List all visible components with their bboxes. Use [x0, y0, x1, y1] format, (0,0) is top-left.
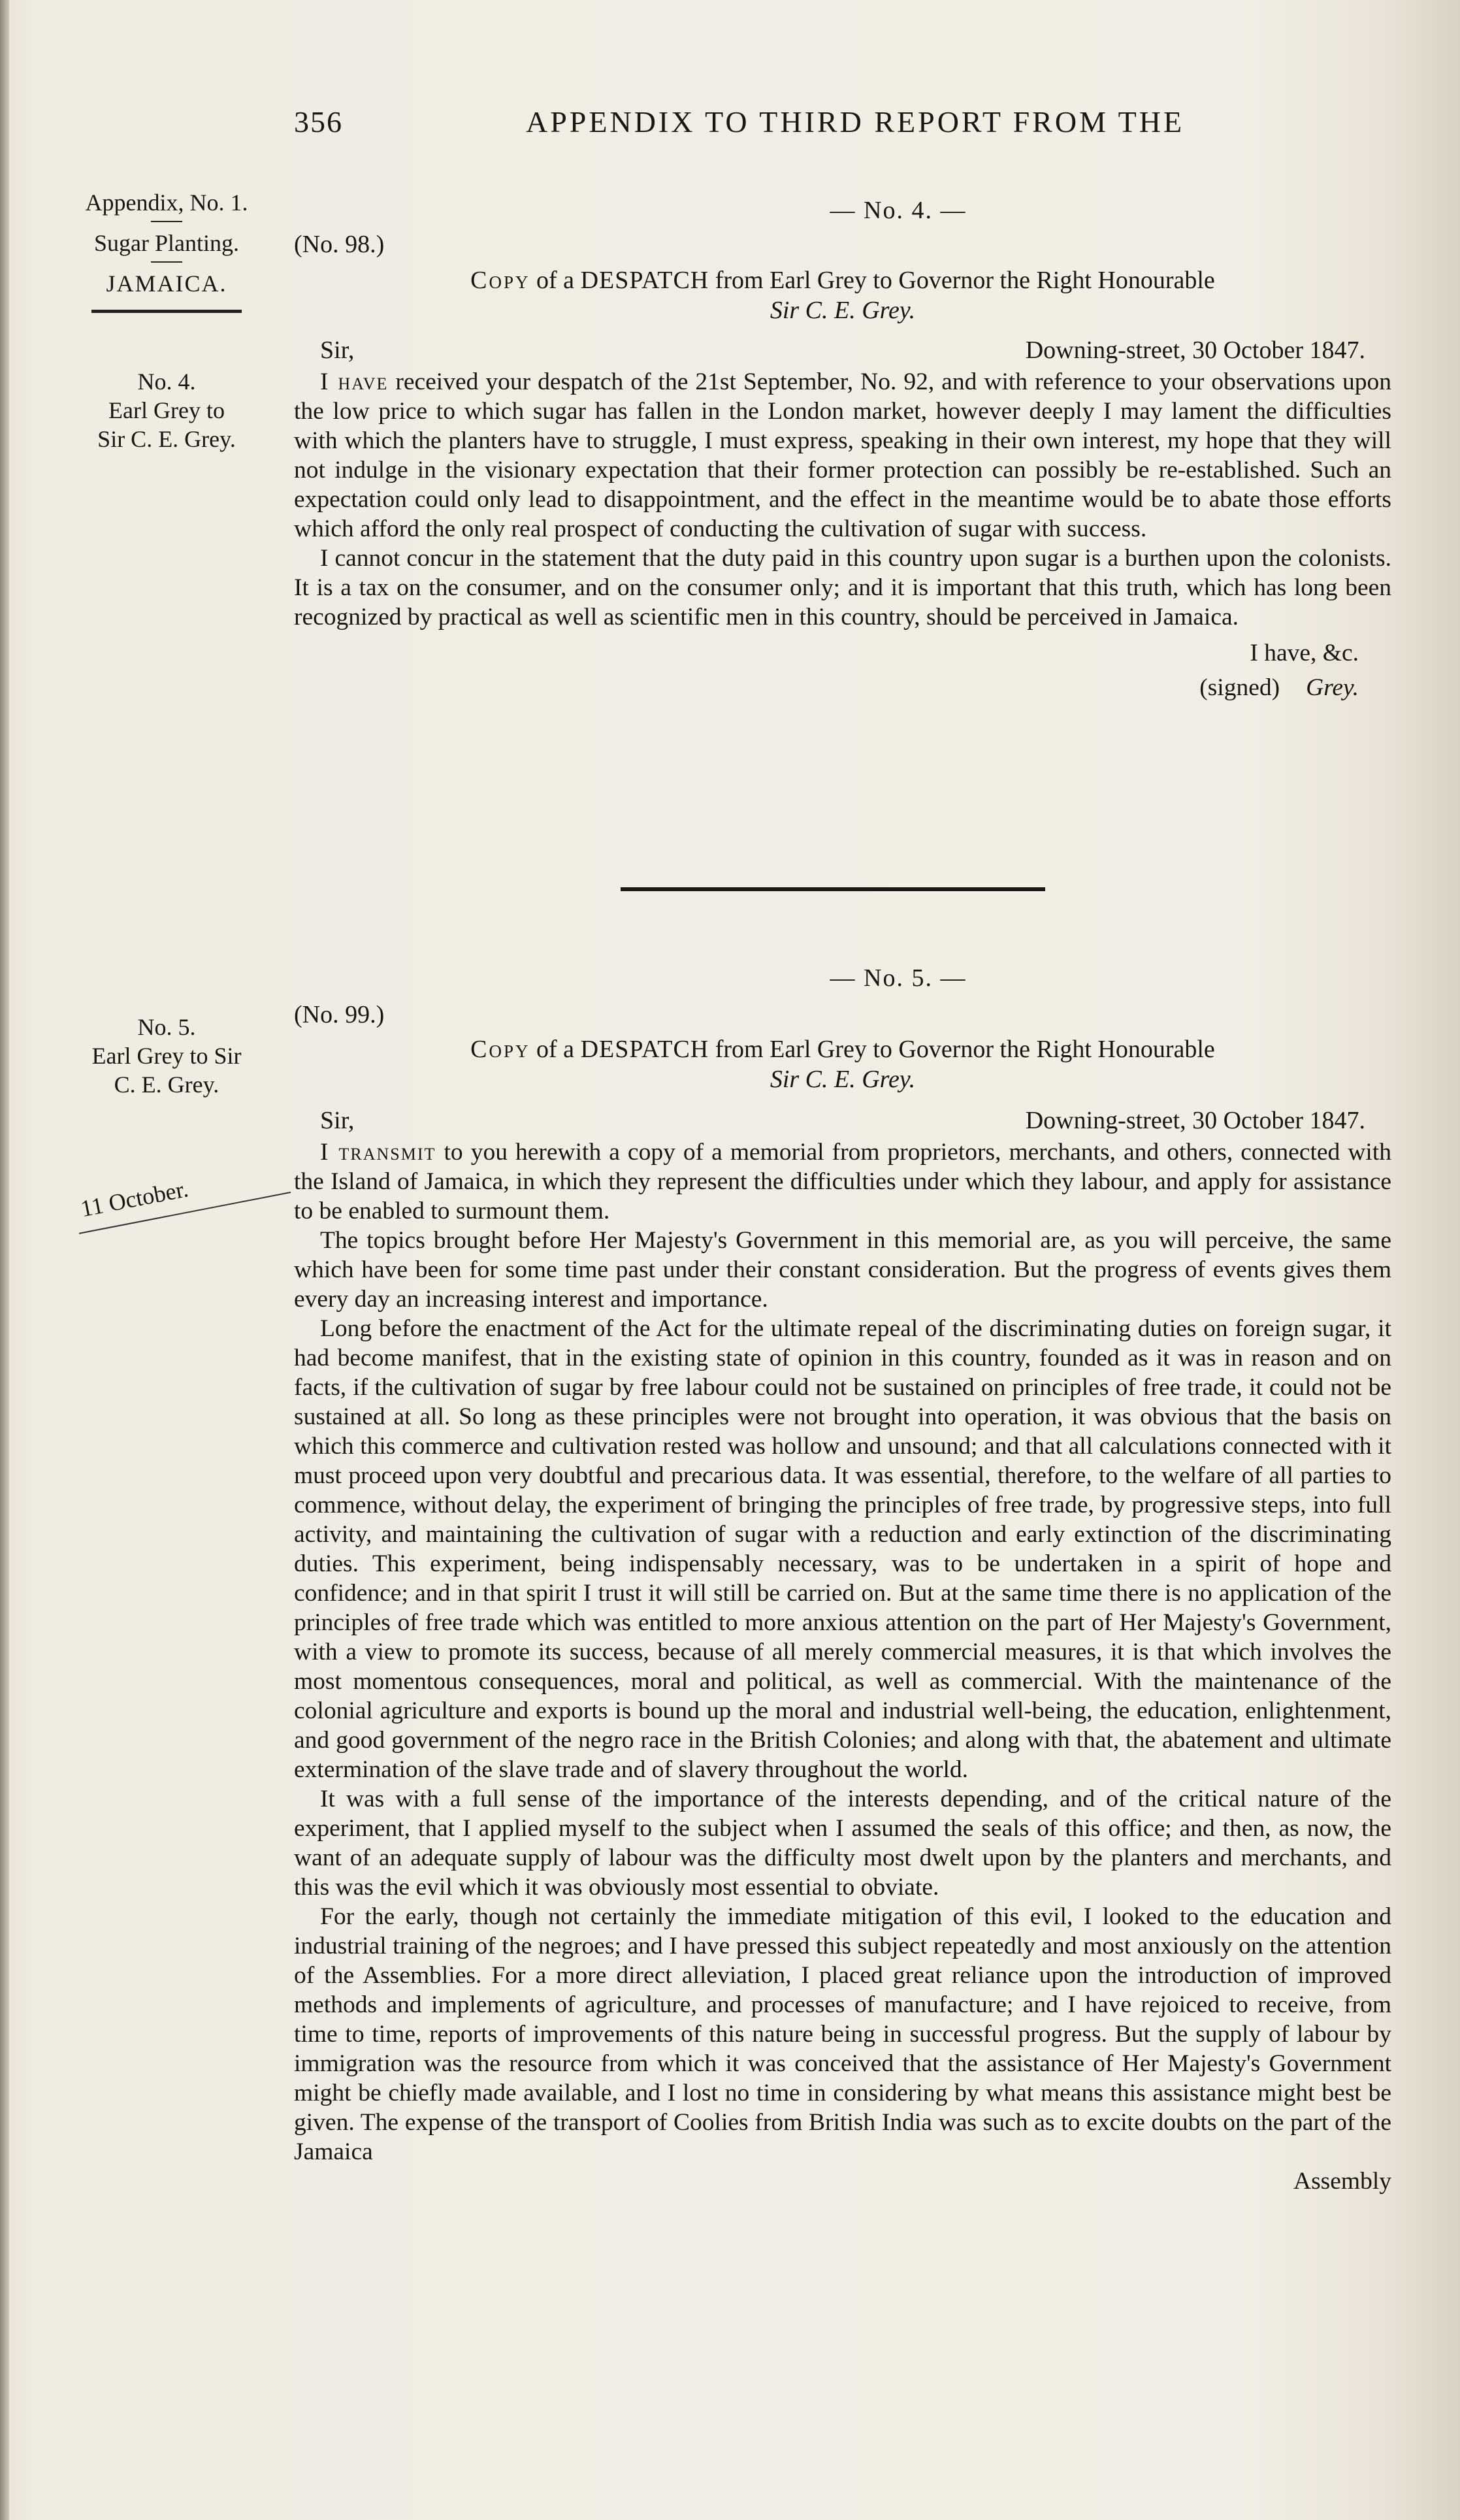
book-spine-edge: [0, 0, 9, 2520]
margin-rule-thick: [91, 310, 242, 313]
despatch4-salute-row: [294, 336, 1391, 365]
despatch4-salutation: Sir,: [320, 336, 355, 364]
margin-date-reference: [78, 1175, 191, 1222]
catchword: Assembly: [1293, 2168, 1391, 2195]
despatch5-title-of: of a: [536, 1036, 575, 1063]
despatch4-title-copy: Copy: [470, 267, 530, 294]
despatch5-dateline: Downing-street, 30 October 1847.: [1025, 1107, 1365, 1134]
despatch5-title-rest: from Earl Grey to Governor the Right Honourable: [715, 1036, 1215, 1063]
despatch5-title-line2: Sir C. E. Grey.: [770, 1066, 916, 1093]
despatch4-para1: I have received your despatch of the 21st September, No. 92, and with reference to your observations upon the low price to which sugar has fallen in the London market, however deeply I may lament the difficulties with which the planters have to struggle, I must express, speaking in their own interest, my hope that they will not indulge in the visionary expectation that their former protection can possibly be re-established. Such an expectation could only lead to disappointment, and the effect in the meantime would be to abate those efforts which afford the only real prospect of conducting the cultivation of sugar with success.: [294, 368, 1391, 542]
margin-note-no5: [59, 1013, 274, 1099]
margin-note5-from: Earl Grey to Sir: [91, 1043, 242, 1069]
despatch4-title-main: DESPATCH: [580, 267, 709, 294]
margin-note5-number: No. 5.: [137, 1014, 196, 1040]
margin-note5-to: C. E. Grey.: [114, 1072, 219, 1098]
despatch4-signature-line: [294, 673, 1391, 702]
despatch5-para1-lead: I transmit: [320, 1139, 436, 1166]
margin-note4-number: No. 4.: [137, 368, 196, 395]
despatch4-closing: I have, &c.: [1250, 640, 1359, 666]
despatch4-title-rest: from Earl Grey to Governor the Right Honourable: [715, 267, 1215, 294]
despatch5-salutation: Sir,: [320, 1107, 355, 1134]
margin-note-no4: [59, 367, 274, 453]
despatch4-dateline: Downing-street, 30 October 1847.: [1025, 336, 1365, 364]
despatch4-body: [294, 367, 1391, 632]
despatch5-title-copy: Copy: [470, 1036, 530, 1063]
despatch4-para2: I cannot concur in the statement that the duty paid in this country upon sugar is a burthen upon the colonists. It is a tax on the consumer, and on the consumer only; and it is important that this truth, which has long been recognized by practical as well as scientific men in this country, should be perceived in Jamaica.: [294, 545, 1391, 630]
despatch5-body: [294, 1137, 1391, 2196]
margin-colony: JAMAICA.: [106, 270, 227, 297]
margin-rule: [151, 261, 182, 263]
despatch5-salute-row: [294, 1106, 1391, 1135]
despatch5-number: (No. 99.): [294, 1001, 385, 1028]
margin-rule: [151, 221, 182, 222]
despatch-5: [294, 964, 1391, 2196]
despatch5-title-main: DESPATCH: [580, 1036, 709, 1063]
despatch4-signature: Grey.: [1306, 674, 1359, 701]
margin-note4-from: Earl Grey to: [108, 397, 225, 423]
despatch5-para2: The topics brought before Her Majesty's Government in this memorial are, as you will perceive, the same which have been for some time past under their constant consideration. But the progress of events gives them every day an increasing interest and importance.: [294, 1227, 1391, 1313]
margin-date-text: 11 October.: [78, 1175, 191, 1222]
margin-note4-to: Sir C. E. Grey.: [97, 426, 236, 452]
despatch4-para1-lead: I have: [320, 368, 389, 395]
despatch4-title: [294, 265, 1391, 325]
despatch5-para3: Long before the enactment of the Act for the ultimate repeal of the discriminating duties on foreign sugar, it had become manifest, that in the existing state of opinion in this country, founded as it was in reason and on facts, if the cultivation of sugar by free labour could not be sustained on principles of free trade, it could not be sustained at all. So long as these principles were not brought into operation, it was obvious that the basis on which this commerce and cultivation rested was hollow and unsound; and that all calculations connected with it must proceed upon very doubtful and precarious data. It was essential, therefore, to the welfare of all parties to commence, without delay, the experiment of bringing the principles of free trade, by progressive steps, into full activity, and maintaining the cultivation of sugar with a reduction and early extinction of the discriminating duties. This experiment, being indispensably necessary, was to be undertaken in a spirit of hope and confidence; and in that spirit I trust it will still be carried on. But at the same time there is no application of the principles of free trade which was entitled to more anxious attention on the part of Her Majesty's Government, with a view to promote its success, because of all merely commercial measures, it is that which involves the most momentous consequences, moral and political, as well as commercial. With the maintenance of the colonial agriculture and exports is bound up the moral and industrial well-being, the education, enlightenment, and good government of the negro race in the British Colonies; and along with that, the abatement and ultimate extermination of the slave trade and of slavery throughout the world.: [294, 1315, 1391, 1783]
despatch4-title-of: of a: [536, 267, 575, 294]
despatch5-para4: It was with a full sense of the importance of the interests depending, and of the critical nature of the experiment, that I applied myself to the subject when I assumed the seals of this office; and then, as now, the want of an adequate supply of labour was the difficulty most dwelt upon by the planters and merchants, and this was the evil which it was obviously most essential to obviate.: [294, 1786, 1391, 1901]
section-divider: [621, 887, 1045, 891]
despatch4-number: (No. 98.): [294, 231, 385, 258]
running-head-title: APPENDIX TO THIRD REPORT FROM THE: [526, 105, 1185, 139]
despatch5-title: [294, 1034, 1391, 1094]
despatch-4: [294, 196, 1391, 702]
margin-appendix-block: [59, 188, 274, 313]
despatch5-para5: For the early, though not certainly the immediate mitigation of this evil, I looked to the education and industrial training of the negroes; and I have pressed this subject repeatedly and most anxiously on the attention of the Assemblies. For a more direct alleviation, I placed great reliance upon the introduction of improved methods and implements of agriculture, and processes of manufacture; and I have rejoiced to receive, from time to time, reports of improvements of this nature being in successful progress. But the supply of labour by immigration was the resource from which it was conceived that the assistance of Her Majesty's Government might be chiefly made available, and I lost no time in considering by what means this assistance might best be given. The expense of the transport of Coolies from British India was such as to excite doubts on the part of the Jamaica: [294, 1903, 1391, 2165]
page-number: 356: [294, 105, 343, 139]
margin-appendix-number: Appendix, No. 1.: [85, 189, 248, 216]
margin-subject: Sugar Planting.: [94, 230, 239, 256]
despatch4-signed: (signed): [1199, 674, 1280, 701]
despatch5-para1: I transmit to you herewith a copy of a memorial from proprietors, merchants, and others, connected with the Island of Jamaica, in which they represent the difficulties under which they labour, and apply for assistance to be enabled to surmount them.: [294, 1139, 1391, 1224]
despatch4-heading: — No. 4. —: [830, 197, 967, 224]
despatch5-heading: — No. 5. —: [830, 964, 967, 992]
despatch4-title-line2: Sir C. E. Grey.: [770, 297, 916, 324]
